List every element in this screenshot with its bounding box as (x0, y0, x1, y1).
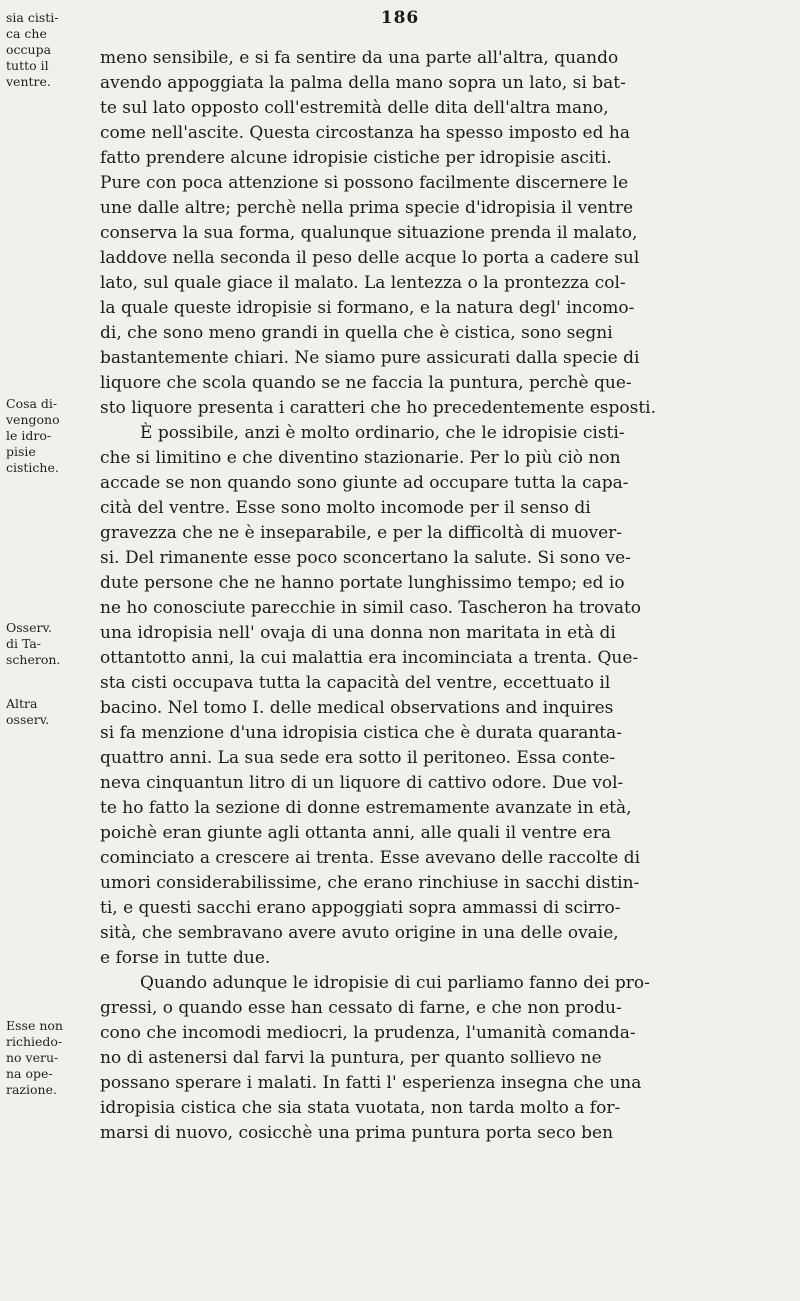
margin-note-line: Osserv. (6, 620, 53, 635)
text-line: laddove nella seconda il peso delle acque lo porta a cadere sul (100, 248, 640, 268)
margin-note-line: richiedo- (6, 1034, 63, 1049)
text-line: possano sperare i malati. In fatti l' esperienza insegna che una (100, 1073, 642, 1093)
text-line: ne ho conosciute parecchie in simil caso. Tascheron ha trovato (100, 598, 642, 618)
text-line: te ho fatto la sezione di donne estremamente avanzate in età, (100, 798, 632, 818)
text-line: che si limitino e che diventino stazionarie. Per lo più ciò non (100, 448, 621, 468)
text-line: sto liquore presenta i caratteri che ho precedentemente esposti. (100, 398, 657, 418)
margin-note-line: occupa (6, 42, 52, 57)
text-line: si. Del rimanente esse poco sconcertano la salute. Si sono ve- (100, 548, 631, 568)
text-line: quattro anni. La sua sede era sotto il peritoneo. Essa conte- (100, 748, 616, 768)
margin-note-line: le idro- (6, 428, 52, 443)
margin-note-line: sia cisti- (6, 10, 59, 25)
text-line: gravezza che ne è inseparabile, e per la difficoltà di muover- (100, 523, 623, 543)
text-line: fatto prendere alcune idropisie cistiche per idropisie asciti. (100, 148, 612, 168)
text-line: È possibile, anzi è molto ordinario, che le idropisie cisti- (140, 423, 625, 443)
margin-note-line: cistiche. (6, 460, 59, 475)
text-line: no di astenersi dal farvi la puntura, per quanto sollievo ne (100, 1048, 602, 1068)
margin-note-line: vengono (6, 412, 60, 427)
text-line: gressi, o quando esse han cessato di farne, e che non produ- (100, 998, 622, 1018)
text-line: accade se non quando sono giunte ad occupare tutta la capa- (100, 473, 629, 493)
margin-note-line: scheron. (6, 652, 61, 667)
text-line: dute persone che ne hanno portate lunghissimo tempo; ed io (100, 573, 625, 593)
margin-note-line: Altra (6, 696, 38, 711)
text-line: lato, sul quale giace il malato. La lentezza o la prontezza col- (100, 273, 626, 293)
margin-note (6, 696, 96, 728)
text-line: Quando adunque le idropisie di cui parliamo fanno dei pro- (140, 973, 650, 993)
margin-note-line: razione. (6, 1082, 57, 1097)
margin-note-line: osserv. (6, 712, 50, 727)
text-line: conserva la sua forma, qualunque situazione prenda il malato, (100, 223, 638, 243)
margin-note-line: no veru- (6, 1050, 59, 1065)
text-line: si fa menzione d'una idropisia cistica che è durata quaranta- (100, 723, 623, 743)
margin-notes (0, 0, 96, 1301)
margin-note-line: Esse non (6, 1018, 63, 1033)
text-line: meno sensibile, e si fa sentire da una parte all'altra, quando (100, 48, 619, 68)
text-line: liquore che scola quando se ne faccia la puntura, perchè que- (100, 373, 632, 393)
text-line: la quale queste idropisie si formano, e la natura degl' incomo- (100, 298, 635, 318)
margin-note (6, 1018, 96, 1098)
margin-note (6, 10, 96, 90)
text-line: di, che sono meno grandi in quella che è cistica, sono segni (100, 323, 613, 343)
margin-note-line: di Ta- (6, 636, 42, 651)
margin-note (6, 620, 96, 668)
margin-note-line: pisie (6, 444, 36, 459)
margin-note-line: tutto il (6, 58, 49, 73)
text-line: Pure con poca attenzione si possono facilmente discernere le (100, 173, 629, 193)
text-line: idropisia cistica che sia stata vuotata, non tarda molto a for- (100, 1098, 621, 1118)
text-line: e forse in tutte due. (100, 948, 271, 968)
margin-note-line: Cosa di- (6, 396, 58, 411)
text-line: ti, e questi sacchi erano appoggiati sopra ammassi di scirro- (100, 898, 621, 918)
page-number: 186 (380, 8, 420, 28)
text-line: sta cisti occupava tutta la capacità del ventre, eccettuato il (100, 673, 611, 693)
text-line: umori considerabilissime, che erano rinchiuse in sacchi distin- (100, 873, 640, 893)
text-line: come nell'ascite. Questa circostanza ha spesso imposto ed ha (100, 123, 630, 143)
text-line: poichè eran giunte agli ottanta anni, alle quali il ventre era (100, 823, 611, 843)
text-line: cità del ventre. Esse sono molto incomode per il senso di (100, 498, 591, 518)
margin-note-line: na ope- (6, 1066, 53, 1081)
text-line: cono che incomodi mediocri, la prudenza, l'umanità comanda- (100, 1023, 636, 1043)
text-line: neva cinquantun litro di un liquore di cattivo odore. Due vol- (100, 773, 624, 793)
margin-note-line: ca che (6, 26, 47, 41)
text-line: sità, che sembravano avere avuto origine in una delle ovaie, (100, 923, 619, 943)
text-line: marsi di nuovo, cosicchè una prima puntura porta seco ben (100, 1123, 614, 1143)
text-line: avendo appoggiata la palma della mano sopra un lato, si bat- (100, 73, 626, 93)
text-line: une dalle altre; perchè nella prima specie d'idropisia il ventre (100, 198, 634, 218)
text-line: bacino. Nel tomo I. delle medical observations and inquires (100, 698, 614, 718)
text-line: bastantemente chiari. Ne siamo pure assicurati dalla specie di (100, 348, 640, 368)
body-text (100, 46, 790, 1146)
margin-note (6, 396, 96, 476)
text-line: una idropisia nell' ovaja di una donna non maritata in età di (100, 623, 616, 643)
text-line: cominciato a crescere ai trenta. Esse avevano delle raccolte di (100, 848, 641, 868)
text-line: te sul lato opposto coll'estremità delle dita dell'altra mano, (100, 98, 609, 118)
margin-note-line: ventre. (6, 74, 51, 89)
text-line: ottantotto anni, la cui malattia era incominciata a trenta. Que- (100, 648, 639, 668)
